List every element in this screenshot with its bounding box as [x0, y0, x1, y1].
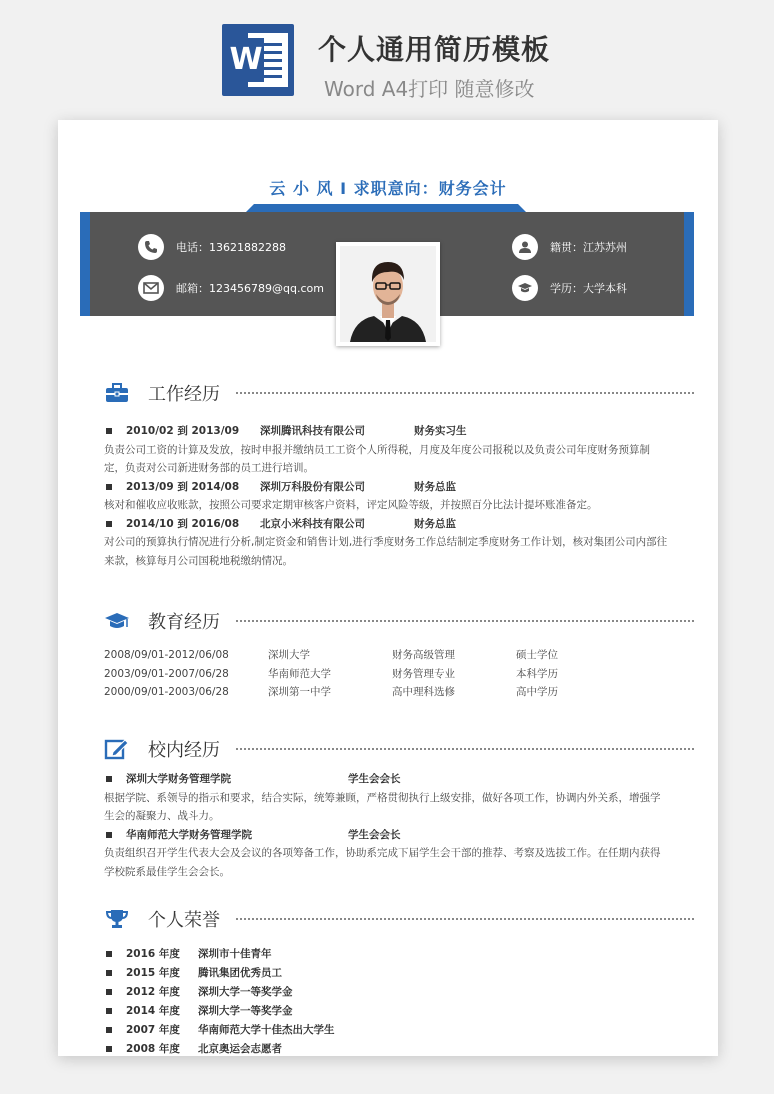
campus-desc: 负责组织召开学生代表大会及会议的各项筹备工作，协助系完成下届学生会干部的推荐、考察及选拔工作。在任期内获得学校院系最佳学生会会长。 — [104, 847, 661, 878]
honor-award: 腾讯集团优秀员工 — [198, 967, 282, 979]
user-icon — [512, 234, 538, 260]
contact-degree — [512, 275, 627, 301]
edit-icon — [104, 738, 130, 760]
honor-year: 2008 年度 — [126, 1043, 180, 1055]
work-company: 北京小米科技有限公司 — [260, 517, 365, 530]
work-role: 财务总监 — [414, 517, 456, 530]
honor-item — [104, 945, 399, 964]
phone-text: 电话：13621882288 — [176, 241, 286, 254]
profile-photo — [336, 242, 440, 346]
origin-text: 籍贯：江苏苏州 — [550, 241, 627, 254]
honor-item — [104, 1002, 399, 1021]
campus-role: 学生会会长 — [348, 773, 401, 785]
work-section-title: 工作经历 — [148, 384, 220, 405]
edu-period: 2000/09/01-2003/06/28 — [104, 686, 229, 698]
honor-year: 2012 年度 — [126, 986, 180, 998]
section-divider — [236, 392, 694, 394]
work-company: 深圳万科股份有限公司 — [260, 480, 365, 493]
work-role: 财务总监 — [414, 480, 456, 493]
trophy-icon — [104, 908, 130, 930]
honor-item — [104, 983, 399, 1002]
work-item — [104, 422, 670, 478]
graduation-cap-icon — [104, 610, 130, 632]
work-company: 深圳腾讯科技有限公司 — [260, 425, 365, 437]
honors-list — [104, 945, 670, 1059]
edu-major: 财务高级管理 — [392, 649, 455, 661]
honor-item — [104, 1021, 399, 1040]
campus-item — [104, 826, 670, 882]
phone-icon — [138, 234, 164, 260]
edu-degree: 本科学历 — [516, 667, 558, 680]
edu-major: 高中理科选修 — [392, 686, 455, 698]
campus-section-title: 校内经历 — [148, 740, 220, 761]
education-section-title: 教育经历 — [148, 612, 220, 633]
word-letter: W — [228, 38, 264, 82]
honor-award: 深圳大学一等奖学金 — [198, 986, 293, 998]
edu-school: 深圳大学 — [268, 649, 310, 661]
email-text: 邮箱：123456789@qq.com — [176, 282, 324, 295]
education-section-header — [104, 608, 694, 634]
work-desc: 对公司的预算执行情况进行分析,制定资金和销售计划,进行季度财务工作总结制定季度财务工作计划，核对集团公司内部往来款，核算每月公司国税地税缴纳情况。 — [104, 536, 668, 567]
edu-school: 华南师范大学 — [268, 667, 331, 680]
graduation-cap-icon — [512, 275, 538, 301]
campus-org: 深圳大学财务管理学院 — [126, 773, 231, 785]
work-period: 2010/02 到 2013/09 — [126, 425, 240, 437]
edu-major: 财务管理专业 — [392, 667, 455, 680]
education-row — [104, 665, 670, 684]
honors-section-title: 个人荣誉 — [148, 910, 220, 931]
degree-text: 学历：大学本科 — [550, 282, 627, 295]
honor-item — [104, 1040, 399, 1059]
campus-section-header — [104, 736, 694, 762]
banner-title: 个人通用简历模板 — [318, 33, 551, 66]
work-desc: 核对和催收应收账款，按照公司要求定期审核客户资料，评定风险等级，并按照百分比法计提坏账准备定。 — [104, 499, 598, 511]
word-doc-icon — [222, 24, 294, 96]
edu-degree: 高中学历 — [516, 686, 558, 698]
contact-phone — [138, 234, 286, 260]
work-desc: 负责公司工资的计算及发放，按时申报并缴纳员工工资个人所得税，月度及年度公司报税以及负责公司年度财务预算制定，负责对公司新进财务部的员工进行培训。 — [104, 443, 650, 474]
honor-award: 北京奥运会志愿者 — [198, 1043, 282, 1055]
section-divider — [236, 620, 694, 622]
work-item — [104, 515, 670, 571]
campus-org: 华南师范大学财务管理学院 — [126, 828, 252, 841]
briefcase-icon — [104, 382, 130, 404]
honors-section-header — [104, 906, 694, 932]
mail-icon — [138, 275, 164, 301]
education-row — [104, 683, 670, 702]
campus-role: 学生会会长 — [348, 828, 401, 841]
honor-year: 2015 年度 — [126, 967, 180, 979]
work-period: 2013/09 到 2014/08 — [126, 480, 240, 493]
honor-year: 2014 年度 — [126, 1005, 180, 1017]
work-role: 财务实习生 — [414, 425, 467, 437]
section-divider — [236, 748, 694, 750]
banner-subtitle: Word A4打印 随意修改 — [324, 77, 535, 101]
honor-award: 华南师范大学十佳杰出大学生 — [198, 1024, 335, 1036]
edu-period: 2003/09/01-2007/06/28 — [104, 667, 229, 680]
honor-award: 深圳市十佳青年 — [198, 948, 272, 960]
work-list — [104, 422, 670, 570]
headline-tab — [246, 204, 526, 212]
honor-year: 2016 年度 — [126, 948, 180, 960]
edu-degree: 硕士学位 — [516, 649, 558, 661]
resume-headline: 云 小 风 I 求职意向：财务会计 — [269, 179, 507, 198]
work-item — [104, 478, 670, 515]
campus-list — [104, 770, 670, 881]
resume-page — [58, 120, 718, 1056]
education-list — [104, 646, 670, 702]
edu-school: 深圳第一中学 — [268, 686, 331, 698]
honor-year: 2007 年度 — [126, 1024, 180, 1036]
work-period: 2014/10 到 2016/08 — [126, 517, 240, 530]
contact-origin — [512, 234, 627, 260]
honor-award: 深圳大学一等奖学金 — [198, 1005, 293, 1017]
section-divider — [236, 918, 694, 920]
campus-item — [104, 770, 670, 826]
contact-email — [138, 275, 324, 301]
honor-item — [104, 964, 399, 983]
work-section-header — [104, 380, 694, 406]
campus-desc: 根据学院、系领导的指示和要求，结合实际，统筹兼顾，严格贯彻执行上级安排，做好各项工作，协调内外关系，增强学生会的凝聚力、战斗力。 — [104, 791, 661, 822]
education-row — [104, 646, 670, 665]
edu-period: 2008/09/01-2012/06/08 — [104, 649, 229, 661]
